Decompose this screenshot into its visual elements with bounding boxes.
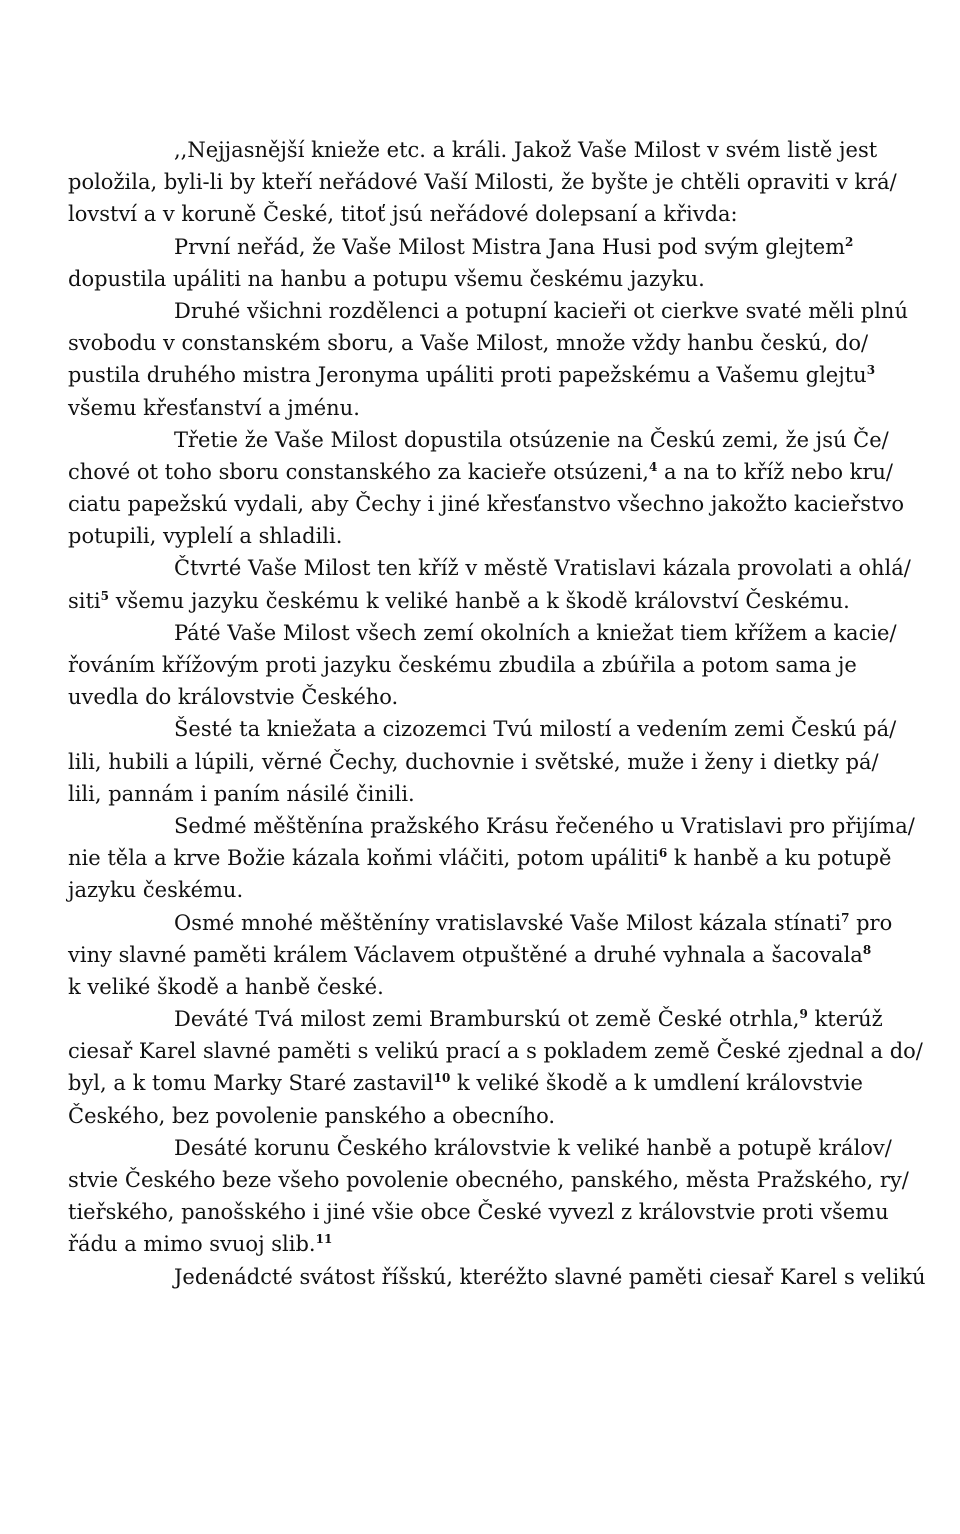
text-line xyxy=(68,134,900,166)
text-run: řováním křížovým proti jazyku českému zbudila a zbúřila a potom sama je xyxy=(68,653,857,677)
text-run: řádu a mimo svuoj slib. xyxy=(68,1232,316,1257)
text-run: k veliké škodě a hanbě české. xyxy=(68,974,384,999)
text-line xyxy=(68,1132,900,1164)
text-run: potupili, vyplelí a shladili. xyxy=(68,524,343,549)
text-line xyxy=(68,552,911,584)
text-run: stvie Českého beze všeho povolenie obecného, panského, města Pražského, ry/ xyxy=(68,1168,909,1192)
text-line xyxy=(68,778,900,810)
text-line xyxy=(68,392,900,424)
text-run: viny slavné paměti králem Václavem otpuštěné a druhé vyhnala a šacovala xyxy=(68,942,863,967)
text-run: pro xyxy=(849,910,893,935)
footnote-marker: 6 xyxy=(658,846,668,861)
text-line xyxy=(68,1228,900,1260)
text-run: Páté Vaše Milost všech zemí okolních a kniežat tiem křížem a kacie/ xyxy=(174,620,897,645)
text-run: Třetie že Vaše Milost dopustila otsúzenie na Českú zemi, že jsú Če/ xyxy=(174,427,889,452)
text-line xyxy=(68,1196,900,1228)
text-run: a na to kříž nebo kru/ xyxy=(657,459,894,484)
footnote-marker: 2 xyxy=(845,234,854,249)
text-line xyxy=(68,1100,900,1132)
text-line xyxy=(68,1003,900,1035)
text-line xyxy=(68,617,900,649)
text-run: svobodu v constanském sboru, a Vaše Milost, množe vždy hanbu českú, do/ xyxy=(68,331,869,356)
footnote-marker: 11 xyxy=(315,1232,333,1247)
text-run: Druhé všichni rozdělenci a potupní kacieři ot cierkve svaté měli plnú xyxy=(174,298,908,323)
text-run: tieřského, panošského i jiné všie obce České vyvezl z královstvie proti všemu xyxy=(68,1200,889,1225)
text-run: lili, hubili a lúpili, věrné Čechy, duchovnie i světské, muže i ženy i dietky pá/ xyxy=(68,749,879,774)
footnote-marker: 8 xyxy=(862,942,872,957)
text-run: k veliké škodě a k umdlení královstvie xyxy=(450,1071,863,1096)
document-body xyxy=(68,134,926,1293)
footnote-marker: 10 xyxy=(433,1071,451,1086)
text-line xyxy=(68,327,900,359)
text-run: Českého, bez povolenie panského a obecního. xyxy=(68,1103,556,1128)
text-line xyxy=(68,1164,909,1196)
text-run: Jedenádcté svátost říšskú, kteréžto slavné paměti ciesař Karel s velikú xyxy=(174,1264,926,1289)
text-line xyxy=(68,359,900,391)
text-line xyxy=(68,166,900,198)
text-run: kterúž xyxy=(807,1007,883,1032)
footnote-marker: 4 xyxy=(649,459,658,474)
text-run: Sedmé měštěnína pražského Krásu řečeného u Vratislavi pro přijíma/ xyxy=(174,813,915,838)
text-run: Osmé mnohé měštěníny vratislavské Vaše Milost kázala stínati xyxy=(174,910,842,935)
text-line xyxy=(68,746,900,778)
text-run: nie těla a krve Božie kázala koňmi vláčiti, potom upáliti xyxy=(68,846,659,871)
text-run: ,,Nejjasnější knieže etc. a králi. Jakož Vaše Milost v svém listě jest xyxy=(174,138,878,162)
text-line xyxy=(68,585,900,617)
text-run: všemu jazyku českému k veliké hanbě a k škodě království Českému. xyxy=(109,588,850,613)
text-run: Desáté korunu Českého královstvie k veliké hanbě a potupě králov/ xyxy=(174,1135,892,1160)
text-line xyxy=(68,874,900,906)
footnote-marker: 5 xyxy=(100,588,110,603)
text-run: byl, a k tomu Marky Staré zastavil xyxy=(68,1071,434,1096)
text-run: položila, byli-li by kteří neřádové Vaší Milosti, že byšte je chtěli opraviti v krá/ xyxy=(68,170,897,195)
footnote-marker: 7 xyxy=(841,910,850,925)
footnote-marker: 3 xyxy=(866,363,876,378)
text-line xyxy=(68,713,900,745)
text-run: ciesař Karel slavné paměti s velikú prací a s pokladem země České zjednal a do/ xyxy=(68,1039,923,1064)
text-run: lovství a v koruně České, titoť jsú neřádové dolepsaní a křivda: xyxy=(68,202,738,227)
text-run: ciatu papežskú vydali, aby Čechy i jiné křesťanstvo všechno jakožto kacieřstvo xyxy=(68,492,904,517)
text-run: jazyku českému. xyxy=(68,878,244,903)
text-line xyxy=(68,424,900,456)
text-run: všemu křesťanství a jménu. xyxy=(68,395,360,420)
text-run: k hanbě a ku potupě xyxy=(667,846,892,871)
text-line xyxy=(68,456,900,488)
text-line xyxy=(68,295,908,327)
text-line xyxy=(68,263,900,295)
text-run: siti xyxy=(68,588,101,613)
text-run: lili, pannám i paním násilé činili. xyxy=(68,781,415,806)
text-run: uvedla do královstvie Českého. xyxy=(68,685,399,710)
text-run: Čtvrté Vaše Milost ten kříž v městě Vratislavi kázala provolati a ohlá/ xyxy=(174,556,911,581)
text-run: pustila druhého mistra Jeronyma upáliti proti papežskému a Vašemu glejtu xyxy=(68,363,867,388)
text-line xyxy=(68,1035,923,1067)
text-run: První neřád, že Vaše Milost Mistra Jana Husi pod svým glejtem xyxy=(174,234,846,259)
text-run: chové ot toho sboru constanského za kacieře otsúzeni, xyxy=(68,459,649,484)
text-run: Šesté ta kniežata a cizozemci Tvú milostí a vedením zemi Českú pá/ xyxy=(174,717,897,742)
text-line xyxy=(68,681,900,713)
text-run: dopustila upáliti na hanbu a potupu všemu českému jazyku. xyxy=(68,266,705,291)
text-run: Deváté Tvá milost zemi Bramburskú ot země České otrhla, xyxy=(174,1007,800,1032)
text-line xyxy=(68,907,900,939)
text-line xyxy=(68,1067,900,1099)
text-line xyxy=(68,939,900,971)
text-line xyxy=(68,231,900,263)
text-line xyxy=(68,810,915,842)
text-line xyxy=(68,1261,926,1293)
text-line xyxy=(68,649,900,681)
text-line xyxy=(68,520,900,552)
text-line xyxy=(68,842,900,874)
footnote-marker: 9 xyxy=(799,1007,808,1022)
text-line xyxy=(68,198,900,230)
text-line xyxy=(68,971,900,1003)
text-line xyxy=(68,488,904,520)
